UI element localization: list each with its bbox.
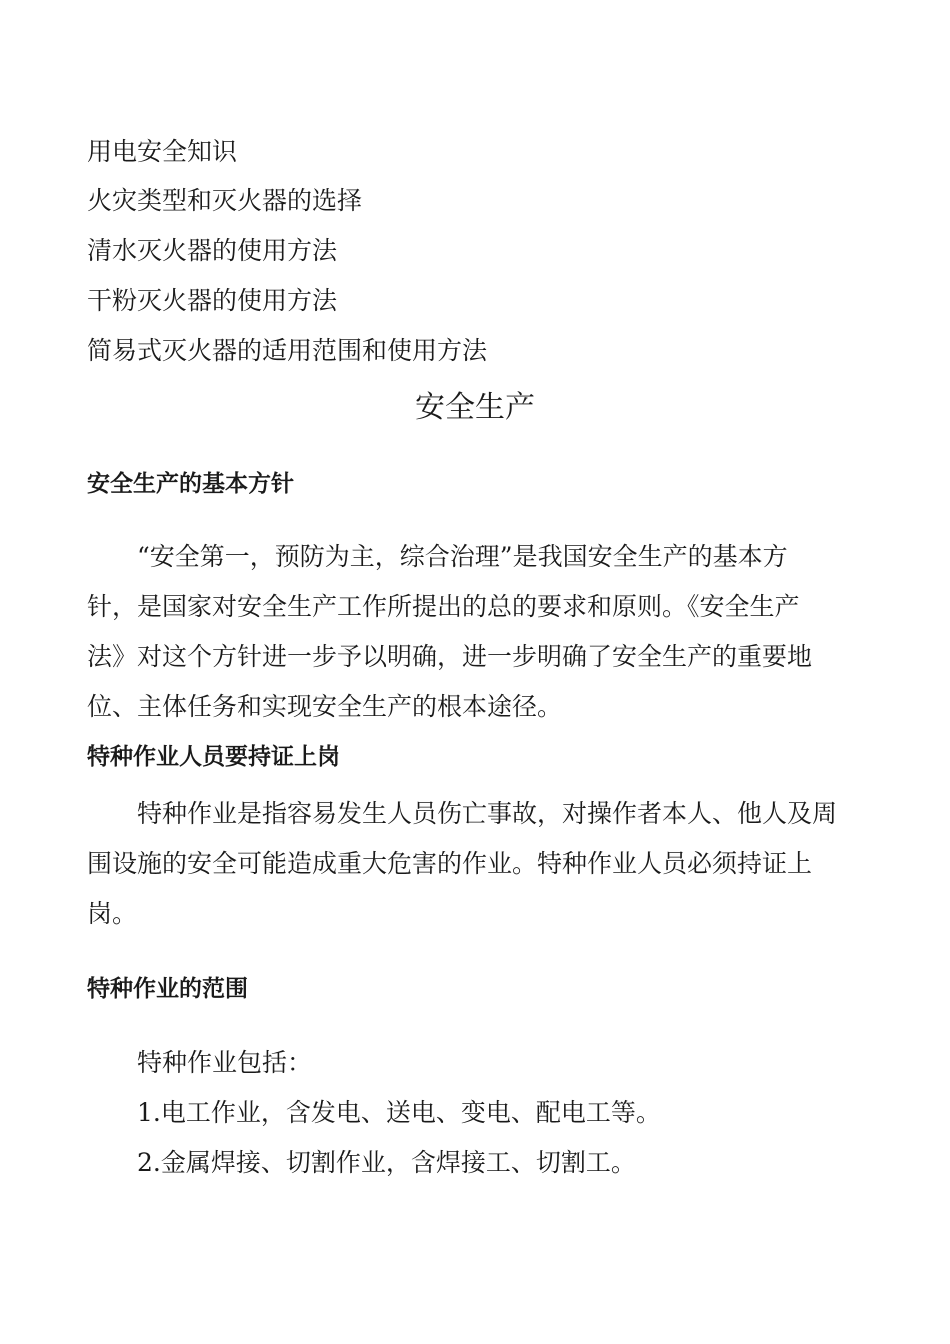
paragraph-line: “安全第一，预防为主，综合治理”是我国安全生产的基本方 — [137, 542, 788, 571]
list-item: 1.电工作业，含发电、送电、变电、配电工等。 — [137, 1098, 661, 1127]
paragraph-line: 位、主体任务和实现安全生产的根本途径。 — [87, 692, 563, 721]
paragraph-line: 特种作业是指容易发生人员伤亡事故，对操作者本人、他人及周 — [137, 799, 838, 828]
list-item: 2.金属焊接、切割作业，含焊接工、切割工。 — [137, 1148, 636, 1177]
paragraph-line: 法》对这个方针进一步予以明确，进一步明确了安全生产的重要地 — [87, 642, 813, 671]
section-heading-scope: 特种作业的范围 — [87, 976, 248, 1002]
paragraph-line: 围设施的安全可能造成重大危害的作业。特种作业人员必须持证上 — [87, 849, 813, 878]
toc-item-powder-extinguisher: 干粉灭火器的使用方法 — [87, 286, 338, 315]
section-heading-certified-workers: 特种作业人员要持证上岗 — [87, 744, 340, 770]
list-intro: 特种作业包括： — [137, 1048, 313, 1077]
toc-item-electrical-safety: 用电安全知识 — [87, 137, 238, 166]
paragraph-line: 岗。 — [87, 899, 138, 928]
paragraph-line: 针，是国家对安全生产工作所提出的总的要求和原则。《安全生产 — [87, 592, 800, 621]
toc-item-fire-types: 火灾类型和灭火器的选择 — [87, 186, 363, 215]
section-heading-basic-policy: 安全生产的基本方针 — [87, 471, 294, 497]
toc-item-water-extinguisher: 清水灭火器的使用方法 — [87, 236, 338, 265]
page-title: 安全生产 — [415, 390, 535, 425]
toc-item-simple-extinguisher: 简易式灭火器的适用范围和使用方法 — [87, 336, 488, 365]
